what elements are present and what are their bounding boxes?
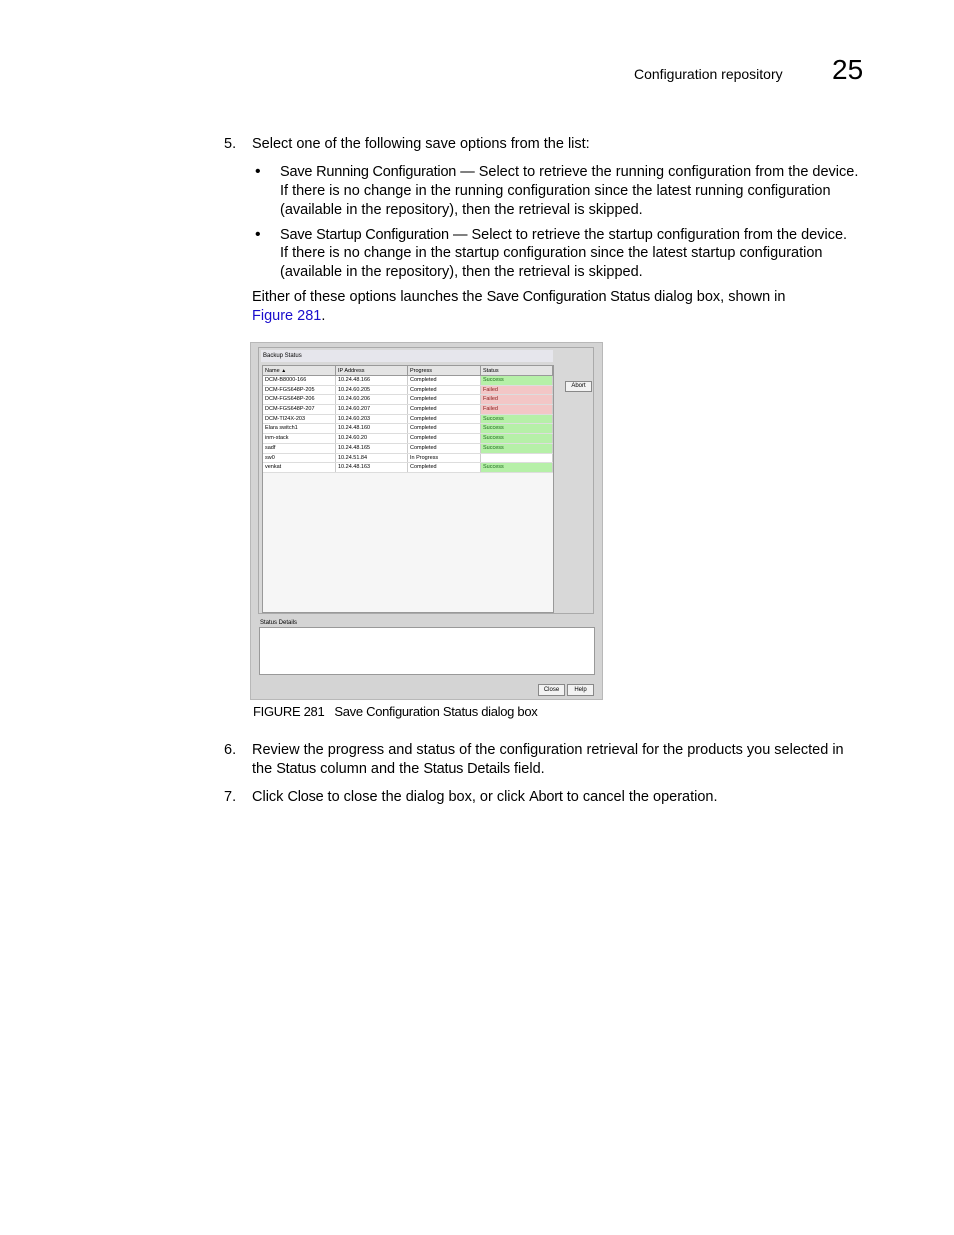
cell-name: DCM-FGS648P-206	[263, 395, 336, 404]
cell-name: DCM-FGS648P-207	[263, 405, 336, 414]
cell-progress: Completed	[408, 386, 481, 395]
table-row[interactable]	[263, 434, 553, 444]
table-row[interactable]	[263, 395, 553, 405]
bullet-line	[280, 163, 858, 182]
cell-status: Success	[481, 434, 553, 443]
ui-term: Status	[276, 761, 317, 777]
cell-status: Success	[481, 376, 553, 385]
cell-name: DCM-FGS648P-205	[263, 386, 336, 395]
cell-ip: 10.24.60.20	[336, 434, 408, 443]
cell-status: Success	[481, 424, 553, 433]
cell-progress: Completed	[408, 376, 481, 385]
cell-progress: Completed	[408, 434, 481, 443]
step-number: 6.	[224, 742, 237, 758]
step-text: Select one of the following save options from the list:	[252, 136, 590, 152]
cell-status	[481, 454, 553, 463]
step-number: 7.	[224, 789, 237, 805]
cell-status: Success	[481, 444, 553, 453]
backup-status-group	[258, 347, 594, 614]
running-header-title: Configuration repository	[634, 66, 783, 82]
cell-ip: 10.24.48.163	[336, 463, 408, 472]
cell-progress: Completed	[408, 444, 481, 453]
cell-progress: Completed	[408, 415, 481, 424]
text-span: .	[321, 308, 326, 324]
cell-progress: Completed	[408, 405, 481, 414]
cell-name: sadf	[263, 444, 336, 453]
cell-name: inm-stack	[263, 434, 336, 443]
table-row[interactable]	[263, 444, 553, 454]
cell-ip: 10.24.51.84	[336, 454, 408, 463]
ui-term: Close	[287, 789, 324, 805]
column-header-status[interactable]: Status	[481, 366, 553, 375]
bullet-icon: •	[255, 226, 261, 243]
table-row[interactable]	[263, 424, 553, 434]
close-button[interactable]: Close	[538, 684, 565, 696]
cell-status: Failed	[481, 395, 553, 404]
help-button[interactable]: Help	[567, 684, 594, 696]
cell-ip: 10.24.60.206	[336, 395, 408, 404]
text-span: field.	[510, 761, 545, 777]
text-span: Click	[252, 789, 288, 805]
group-title: Backup Status	[261, 350, 553, 362]
cell-status: Failed	[481, 405, 553, 414]
bullet-term: Save Startup Configuration	[280, 227, 449, 243]
table-row[interactable]	[263, 463, 553, 473]
text-span: to cancel the operation.	[562, 789, 718, 805]
bullet-line: (available in the repository), then the retrieval is skipped.	[280, 202, 643, 218]
bullet-text: — Select to retrieve the running configuration from the device.	[456, 164, 859, 180]
cell-progress: Completed	[408, 424, 481, 433]
cell-ip: 10.24.60.203	[336, 415, 408, 424]
cell-name: DCM-B8000-166	[263, 376, 336, 385]
cell-progress: In Progress	[408, 454, 481, 463]
cell-ip: 10.24.48.166	[336, 376, 408, 385]
column-header-name[interactable]	[263, 366, 336, 375]
status-details-field[interactable]	[259, 627, 595, 675]
cell-status: Success	[481, 463, 553, 472]
cell-progress: Completed	[408, 395, 481, 404]
cell-name: DCM-TI24X-203	[263, 415, 336, 424]
column-header-ip[interactable]: IP Address	[336, 366, 408, 375]
text-span: column and the	[316, 761, 424, 777]
cell-progress: Completed	[408, 463, 481, 472]
paragraph-line	[252, 307, 325, 326]
table-row[interactable]	[263, 454, 553, 464]
abort-button[interactable]: Abort	[565, 381, 592, 392]
text-span: Either of these options launches the	[252, 289, 487, 305]
cell-ip: 10.24.60.207	[336, 405, 408, 414]
bullet-line: (available in the repository), then the retrieval is skipped.	[280, 264, 643, 280]
cell-ip: 10.24.60.205	[336, 386, 408, 395]
save-config-status-dialog	[250, 342, 603, 700]
ui-term: Status Details	[423, 761, 510, 777]
table-header	[263, 366, 553, 376]
bullet-line	[280, 226, 847, 245]
bullet-text: — Select to retrieve the startup configuration from the device.	[448, 227, 848, 243]
cell-name: Elara switch1	[263, 424, 336, 433]
cell-ip: 10.24.48.160	[336, 424, 408, 433]
text-span: the	[252, 761, 277, 777]
ui-term: Abort	[529, 789, 563, 805]
table-row[interactable]	[263, 405, 553, 415]
table-body	[263, 376, 553, 473]
figure-title: Save Configuration Status dialog box	[334, 704, 538, 719]
dialog-name: Save Configuration Status	[486, 289, 651, 305]
table-row[interactable]	[263, 415, 553, 425]
bullet-term: Save Running Configuration	[280, 164, 457, 180]
cell-status: Success	[481, 415, 553, 424]
cell-status: Failed	[481, 386, 553, 395]
backup-status-table	[262, 365, 554, 613]
paragraph-line	[252, 288, 785, 307]
bullet-line: If there is no change in the running configuration since the latest running configuration	[280, 183, 831, 199]
step-text	[252, 788, 718, 807]
cell-name: venkat	[263, 463, 336, 472]
chapter-number: 25	[832, 54, 864, 85]
status-details-label: Status Details	[260, 620, 298, 626]
figure-caption	[253, 704, 537, 719]
sort-ascending-icon: ▲	[281, 368, 287, 374]
step-number: 5.	[224, 136, 237, 152]
table-row[interactable]	[263, 376, 553, 386]
figure-label: FIGURE 281	[253, 704, 325, 719]
cell-name: sw0	[263, 454, 336, 463]
table-row[interactable]	[263, 386, 553, 396]
step-text	[252, 760, 545, 779]
column-header-progress[interactable]: Progress	[408, 366, 481, 375]
bullet-icon: •	[255, 163, 261, 180]
figure-link[interactable]: Figure 281	[252, 308, 322, 324]
column-label: Name	[265, 368, 280, 374]
step-text: Review the progress and status of the configuration retrieval for the products you selected in	[252, 742, 844, 758]
text-span: dialog box, shown in	[650, 289, 786, 305]
bullet-line: If there is no change in the startup configuration since the latest startup configuration	[280, 245, 823, 261]
cell-ip: 10.24.48.165	[336, 444, 408, 453]
text-span: to close the dialog box, or click	[323, 789, 530, 805]
